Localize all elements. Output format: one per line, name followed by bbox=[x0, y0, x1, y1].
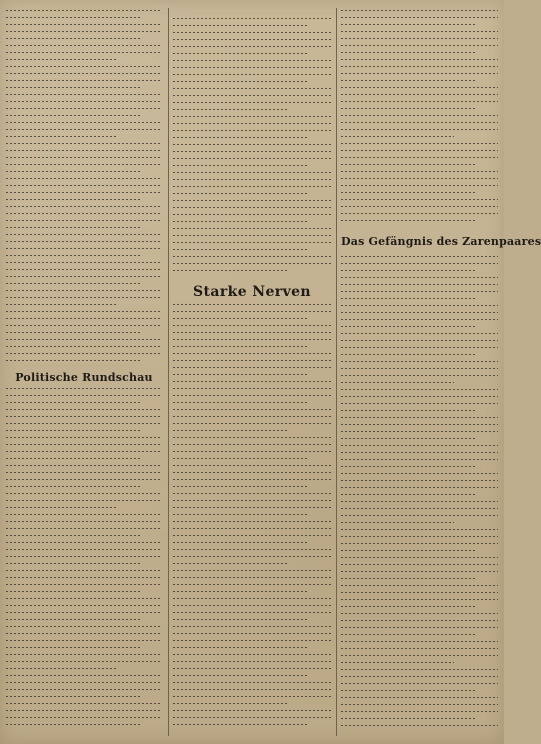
column-rule-left bbox=[168, 8, 169, 736]
column-two bbox=[173, 10, 331, 734]
column-one bbox=[6, 10, 162, 734]
section-heading-gefaengnis-des-zarenpaares: Das Gefängnis des Zarenpaares bbox=[341, 235, 541, 248]
column-rule-right bbox=[336, 8, 337, 736]
section-heading-politische-rundschau: Politische Rundschau bbox=[15, 371, 153, 384]
column-three bbox=[341, 10, 541, 734]
section-heading-starke-nerven: Starke Nerven bbox=[192, 284, 311, 300]
